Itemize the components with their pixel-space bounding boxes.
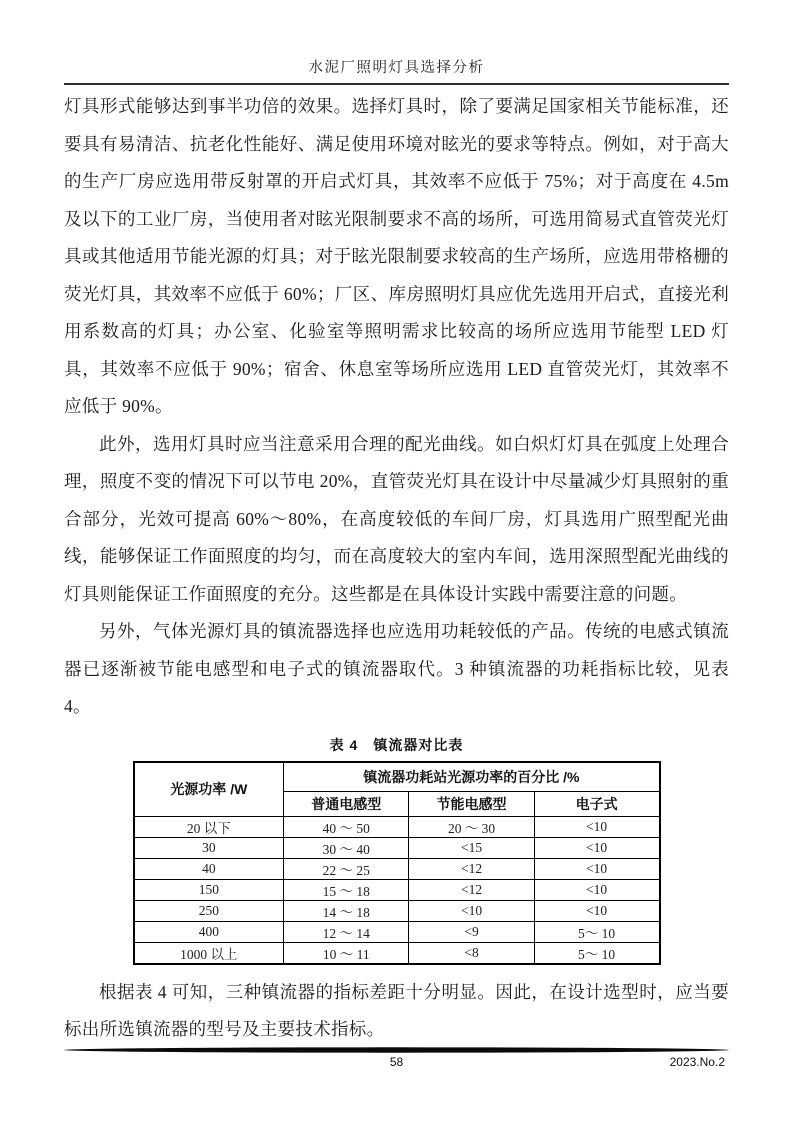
table-header-group: 镇流器功耗站光源功率的百分比 /% xyxy=(284,762,660,792)
table-header-row-1 xyxy=(134,762,660,792)
running-header-title: 水泥厂照明灯具选择分析 xyxy=(308,60,485,76)
table-cell: 10 ～ 11 xyxy=(284,942,409,964)
table-row xyxy=(134,900,660,921)
table-caption: 表 4 镇流器对比表 xyxy=(329,736,464,753)
table-cell: 15 ～ 18 xyxy=(284,879,409,900)
table-row xyxy=(134,942,660,964)
paragraph-conclusion: 根据表 4 可知，三种镇流器的指标差距十分明显。因此，在设计选型时，应当要标出所选镇流器的型号及主要技术指标。 xyxy=(64,981,729,1039)
table-cell: 30 ～ 40 xyxy=(284,837,409,858)
table-row xyxy=(134,879,660,900)
table-cell: 40 xyxy=(134,858,284,879)
table-cell: <8 xyxy=(409,942,534,964)
table-cell: <10 xyxy=(534,900,659,921)
footer-text-row xyxy=(64,1055,729,1073)
table-body xyxy=(134,816,660,964)
table-cell: <10 xyxy=(534,837,659,858)
table-cell: 150 xyxy=(134,879,284,900)
table-cell: 5～ 10 xyxy=(534,942,659,964)
table-header-energy-saving-inductive: 节能电感型 xyxy=(409,791,534,816)
paragraph-ballast-intro: 另外，气体光源灯具的镇流器选择也应选用功耗较低的产品。传统的电感式镇流器已逐渐被节能电感型和电子式的镇流器取代。3 种镇流器的功耗指标比较，见表 4。 xyxy=(64,621,729,716)
table-cell: 20 ～ 30 xyxy=(409,816,534,837)
table-header-source-power: 光源功率 /W xyxy=(134,762,284,817)
table-cell: 400 xyxy=(134,921,284,942)
table-cell: <12 xyxy=(409,858,534,879)
ballast-comparison-table xyxy=(133,761,661,965)
table-cell: <10 xyxy=(534,858,659,879)
page-footer xyxy=(64,1046,729,1073)
table-cell: 14 ～ 18 xyxy=(284,900,409,921)
page-number: 58 xyxy=(389,1055,404,1069)
table-row xyxy=(134,858,660,879)
article-body xyxy=(64,88,729,1049)
table-cell: 30 xyxy=(134,837,284,858)
table-cell: 12 ～ 14 xyxy=(284,921,409,942)
table-row xyxy=(134,837,660,858)
table-row xyxy=(134,816,660,837)
table-header-electronic: 电子式 xyxy=(534,791,659,816)
table-cell: 5～ 10 xyxy=(534,921,659,942)
paragraph-luminaire-selection: 灯具形式能够达到事半功倍的效果。选择灯具时，除了要满足国家相关节能标准，还要具有易清洁、抗老化性能好、满足使用环境对眩光的要求等特点。例如，对于高大的生产厂房应选用带反射罩的开启式灯具，其效率不应低于 75%；对于高度在 4.5m 及以下的工业厂房，当使用者对眩光限制要求不高的场所，可选用简易式直管荧光灯具或其他适用节能光源的灯具；对于眩光限制要求较高的生产场所，应选用带格栅的荧光灯具，其效率不应低于 60%；厂区、库房照明灯具应优先选用开启式，直接光利用系数高的灯具；办公室、化验室等照明需求比较高的场所应选用节能型 LED 灯具，其效率不应低于 90%；宿舍、休息室等场所应选用 LED 直管荧光灯，其效率不应低于 90%。 xyxy=(64,96,729,416)
table-cell: 40 ～ 50 xyxy=(284,816,409,837)
table-cell: 250 xyxy=(134,900,284,921)
issue-label: 2023.No.2 xyxy=(669,1055,725,1069)
table-cell: <10 xyxy=(409,900,534,921)
table-header-ordinary-inductive: 普通电感型 xyxy=(284,791,409,816)
table-cell: <10 xyxy=(534,816,659,837)
footer-rule xyxy=(64,1046,729,1054)
table-header xyxy=(134,762,660,817)
table-cell: 22 ～ 25 xyxy=(284,858,409,879)
table-row xyxy=(134,921,660,942)
table-cell: <15 xyxy=(409,837,534,858)
paragraph-light-distribution: 此外，选用灯具时应当注意采用合理的配光曲线。如白炽灯灯具在弧度上处理合理，照度不变的情况下可以节电 20%，直管荧光灯具在设计中尽量减少灯具照射的重合部分，光效可提高 60%～80%，在高度较低的车间厂房，灯具选用广照型配光曲线，能够保证工作面照度的均匀，而在高度较大的室内车间，选用深照型配光曲线的灯具则能保证工作面照度的充分。这些都是在具体设计实践中需要注意的问题。 xyxy=(64,433,729,604)
table-cell: <12 xyxy=(409,879,534,900)
table-cell: <9 xyxy=(409,921,534,942)
table-cell: 20 以下 xyxy=(134,816,284,837)
table-cell: 1000 以上 xyxy=(134,942,284,964)
table-cell: <10 xyxy=(534,879,659,900)
running-header xyxy=(64,0,729,85)
